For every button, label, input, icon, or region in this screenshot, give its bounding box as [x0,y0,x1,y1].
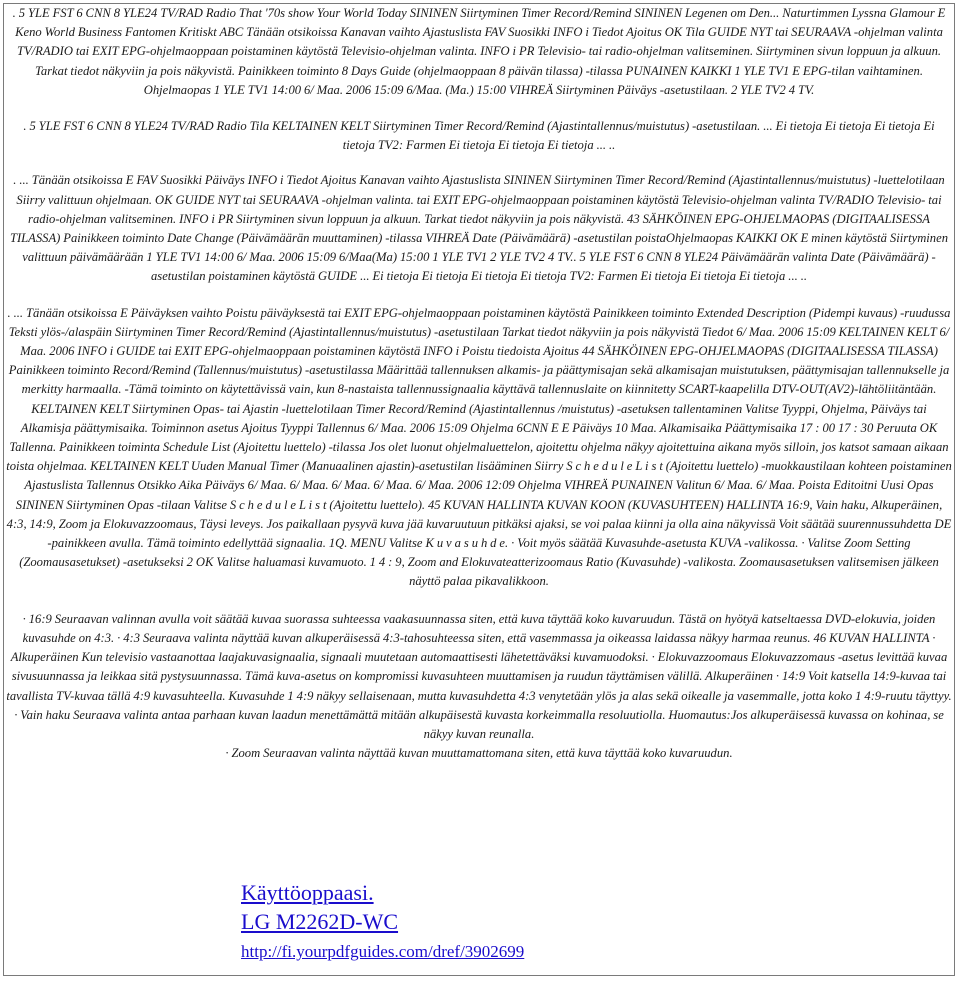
text-paragraph-3: . ... Tänään otsikoissa E FAV Suosikki Päiväys INFO i Tiedot Ajoitus Kanavan vaihto Ajastuslista SININEN Siirtyminen Timer Record/Remind (Ajastintallennus/muistutus) -luettelotilaan Siirry valittuun ohjelmaan. OK GUIDE NYT tai SEURAAVA -ohjelman valinta. tai EXIT EPG-ohjelmaoppaan poistaminen käytöstä Televisio-ohjelman valinta TV/RADIO Televisio- tai radio-ohjelman valitseminen. INFO i PR Siirtyminen sivun loppuun ja alkuun. Tarkat tiedot näkyviin ja pois näkyvistä. 43 SÄHKÖINEN EPG-OHJELMAOPAS (DIGITAALISESSA TILASSA) Painikkeen toiminto Date Change (Päivämäärän muuttaminen) -tilassa VIHREÄ Date (Päivämäärä) -asetustilan poistaOhjelmaopas KAIKKI OK E minen käytöstä Siirtyminen valittuun päivämäärään 1 YLE TV1 14:00 6/ Maa. 2006 15:09 6/Maa(Ma) 15:00 1 YLE TV1 2 YLE TV2 4 TV.. 5 YLE FST 6 CNN 8 YLE24 Päivämäärän valinta Date (Päivämäärä) -asetustilan poistaminen käytöstä GUIDE ... Ei tietoja Ei tietoja Ei tietoja Ei tietoja TV2: Farmen Ei tietoja Ei tietoja Ei tietoja ... .. [9,173,948,284]
text-paragraph-6: · Zoom Seuraavan valinta näyttää kuvan muuttamattomana siten, että kuva täyttää koko kuvaruudun. [225,746,733,761]
text-paragraph-5: · 16:9 Seuraavan valinnan avulla voit säätää kuvaa suorassa suhteessa vaakasuunnassa siten, että kuva täyttää koko kuvaruudun. Tästä on hyötyä katseltaessa DVD-elokuvia, joiden kuvasuhde on 4:3. · 4:3 Seuraava valinta näyttää kuvan alkuperäisessä 4:3-tahosuhteessa siten, että vasemmassa ja oikeassa laidassa näkyy harmaa reunus. 46 KUVAN HALLINTA · Alkuperäinen Kun televisio vastaanottaa laajakuvasignaalia, signaali muutetaan automaattisesti lähetettäväksi kuvamuodoksi. · Elokuvazzoomaus Elokuvazzomaus -asetus levittää kuvaa sivusuunnassa ja leikkaa sitä pystysuunnassa. Tämä kuva-asetus on kompromissi kuvasuhteen muuttamisen ja ruudun täyttämisen välillä. Alkuperäinen · 14:9 Voit katsella 14:9-kuvaa tai tavallista TV-kuvaa tällä 4:9 kuvasuhteella. Kuvasuhde 1 4:9 näkyy sellaisenaan, mutta kuvasuhdetta 4:3 venytetään ylös ja alas sekä oikealle ja vasemmalle, jotta koko 1 4:9-ruutu täyttyy. · Vain haku Seuraava valinta antaa parhaan kuvan laadun menettämättä mitään alkupäisestä kuvasta korkeimmalla resoluutiolla. Huomautus:Jos alkuperäisessä kuvassa on kohinaa, se näkyy kuvan reunalla. [6,611,952,741]
footer-links [241,878,524,964]
manual-title-link[interactable]: Käyttöoppaasi. [241,880,374,905]
text-paragraph-4: . ... Tänään otsikoissa E Päiväyksen vaihto Poistu päiväyksestä tai EXIT EPG-ohjelmaoppaan poistaminen käytöstä Painikkeen toiminto Extended Description (Pidempi kuvaus) -ruudussa Teksti ylös-/alaspäin Siirtyminen Timer Record/Remind (Ajastintallennus/muistutus) -asetustilaan Tarkat tiedot näkyviin ja pois näkyvistä Tiedot 6/ Maa. 2006 15:09 KELTAINEN KELT 6/ Maa. 2006 INFO i GUIDE tai EXIT EPG-ohjelmaoppaan poistaminen käytöstä INFO i Poistu tiedoista Ajoitus 44 SÄHKÖINEN EPG-OHJELMAOPAS (DIGITAALISESSA TILASSA) Painikkeen toiminto Record/Remind (Tallennus/muistutus) -asetustilassa Määrittää tallennuksen alkamis- ja päättymisajan sekä alkamisajan muistutuksen, päättymisajan tallennukselle ja merkitty harmaalla. -Tämä toiminto on käytettävissä vain, kun 8-nastaista tallennussignaalia käyttävä tallennuslaite on kiinnitetty SCART-kaapelilla DTV-OUT(AV2)-lähtöliitäntään. KELTAINEN KELT Siirtyminen Opas- tai Ajastin -luettelotilaan Timer Record/Remind (Ajastintallennus /muistutus) -asetuksen tallentaminen Valitse Tyyppi, Ohjelma, Päiväys tai Alkamisja päättymisaika. Toiminnon asetus Ajoitus Tyyppi Tallennus 6/ Maa. 2006 15:09 Ohjelma 6CNN E E Päiväys 10 Maa. Alkamisaika Päättymisaika 17 : 00 17 : 30 Peruuta OK Tallenna. Painikkeen toiminta Schedule List (Ajoitettu luettelo) -tilassa Jos olet luonut ohjelmaluettelon, ajoitettu ohjelma näkyy ajoitettuina aikana myös silloin, jos katsot samaan aikaan toista ohjelmaa. KELTAINEN KELT Uuden Manual Timer (Manuaalinen ajastin)-asetustilan lisääminen Siirry S c h e d u l e L i s t (Ajoitettu luettelo) -muokkaustilaan kohteen poistaminen Ajastuslista Tallennus Otsikko Aika Päiväys 6/ Maa. 6/ Maa. 6/ Maa. 6/ Maa. 6/ Maa. 2006 12:09 Ohjelma VIHREÄ PUNAINEN Valitun 6/ Maa. 6/ Maa. Poista Editoitni Uusi Opas SININEN Siirtyminen Opas -tilaan Valitse S c h e d u l e L i s t (Ajoitettu luettelo). 45 KUVAN HALLINTA KUVAN KOON (KUVASUHTEEN) HALLINTA 16:9, Vain haku, Alkuperäinen, 4:3, 14:9, Zoom ja Elokuvazzoomaus, Täysi leveys. Jos paikallaan pysyvä kuva jää kuvaruutuun pitkäksi ajaksi, se voi palaa kiinni ja olla aina näkyvissä Voit säätää suurennussuhdetta DE -painikkeen avulla. Tämä toiminto edellyttää signaalia. 1Q. MENU Valitse K u v a s u h d e. · Voit myös säätää Kuvasuhde-asetusta KUVA -valikossa. · Valitse Zoom Setting (Zoomausasetukset) -asetukseksi 2 OK Valitse haluamasi kuvamuoto. 1 4 : 9, Zoom and Elokuvateatterizoomaus Ratio (Kuvasuhde) -valikosta. Zoomausasetuksen valitsemisen jälkeen näyttö palaa pikavalikkoon. [6,305,952,589]
footer-block [155,878,795,970]
book-thumbnail-image [155,883,227,967]
text-paragraph-1: . 5 YLE FST 6 CNN 8 YLE24 TV/RAD Radio That '70s show Your World Today SININEN Siirtyminen Timer Record/Remind SININEN Legenen om Den... Naturtimmen Lyssna Glamour E Keno World Business Fantomen Kritiskt ABC Tänään otsikoissa Kanavan vaihto Ajastuslista FAV Suosikki INFO i Tiedot Ajoitus OK Tila GUIDE NYT tai SEURAAVA -ohjelman valinta TV/RADIO tai EXIT EPG-ohjelmaoppaan poistaminen käytöstä Televisio-ohjelman valinta. INFO i PR Televisio- tai radio-ohjelman valitseminen. Siirtyminen sivun loppuun ja alkuun. Tarkat tiedot näkyviin ja pois näkyvistä. Painikkeen toiminto 8 Days Guide (ohjelmaoppaan 8 päivän tilassa) -tilassa PUNAINEN KAIKKI 1 YLE TV1 E EPG-tilan vaihtaminen. Ohjelmaopas 1 YLE TV1 14:00 6/ Maa. 2006 15:09 6/Maa. (Ma.) 15:00 VIHREÄ Siirtyminen Päiväys -asetustilaan. 2 YLE TV2 4 TV. [12,6,946,97]
model-link[interactable]: LG M2262D-WC [241,909,399,934]
text-paragraph-2: . 5 YLE FST 6 CNN 8 YLE24 TV/RAD Radio Tila KELTAINEN KELT Siirtyminen Timer Record/Remind (Ajastintallennus/muistutus) -asetustilaan. ... Ei tietoja Ei tietoja Ei tietoja Ei tietoja TV2: Farmen Ei tietoja Ei tietoja Ei tietoja ... .. [23,119,935,153]
document-frame [3,3,955,976]
source-url-link[interactable]: http://fi.yourpdfguides.com/dref/3902699 [241,942,525,961]
